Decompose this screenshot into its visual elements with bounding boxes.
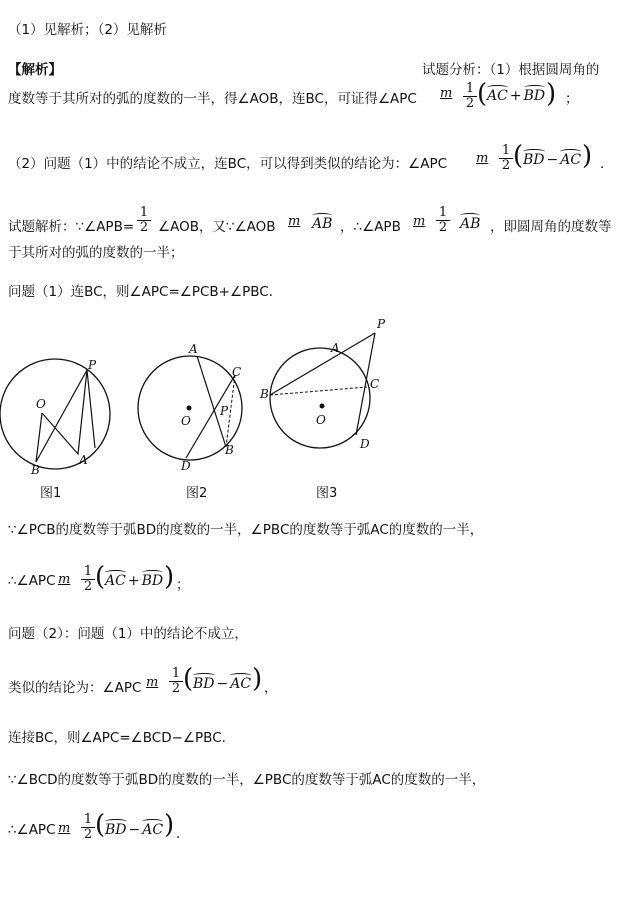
arc-expression: AC + BD	[487, 88, 546, 104]
approx-eq-symbol: m	[288, 214, 301, 229]
fig3-circle	[270, 348, 370, 448]
fraction-half: $\frac{1}{2}$	[463, 82, 477, 111]
solution-line2: 于其所对的弧的度数的一半；	[8, 245, 184, 261]
fig-label-1: 图1	[40, 486, 62, 501]
analysis-line2: 度数等于其所对的弧的度数的一半，得∠AOB，连BC，可证得∠APC	[8, 91, 417, 107]
arc-ac: AC	[142, 822, 164, 838]
left-paren: (	[183, 664, 194, 694]
arc-ab: AB	[312, 216, 333, 232]
fraction-half: $\frac{1}{2}$	[436, 206, 450, 235]
fraction-half: $\frac{1}{2}$	[137, 206, 151, 235]
fig1-circle	[0, 359, 110, 469]
arc-ac: AC	[230, 676, 252, 692]
therefore-line2: ∴∠APC	[8, 822, 56, 838]
fig1-lines	[36, 370, 87, 462]
fig1-point-O: O	[36, 397, 46, 411]
solution-line1c: ，∴∠APB	[340, 219, 401, 235]
fig-label-3: 图3	[316, 486, 338, 501]
arc-ab: AB	[460, 216, 481, 232]
fig2-point-P: P	[220, 404, 229, 418]
fig2-center-dot	[187, 406, 192, 411]
right-paren: )	[164, 810, 175, 840]
fig-label-2: 图2	[186, 486, 208, 501]
q1-title: 问题（1）连BC，则∠APC=∠PCB+∠PBC．	[8, 284, 283, 300]
left-paren: (	[477, 79, 488, 109]
answer-line: （1）见解析；（2）见解析	[8, 22, 167, 38]
fig1-point-A: A	[79, 453, 88, 467]
fig3-point-B: B	[260, 387, 269, 401]
fig3-point-O: O	[316, 413, 326, 427]
q2-line2: 类似的结论为：∠APC	[8, 680, 142, 696]
arc-expression: BD − AC	[193, 676, 252, 692]
fraction-half: $\frac{1}{2}$	[169, 667, 183, 696]
analysis-tag: 【解析】	[8, 62, 62, 78]
right-paren: )	[164, 562, 175, 592]
approx-eq-symbol: m	[146, 675, 159, 690]
therefore-line1: ∴∠APC	[8, 573, 56, 589]
arc-ac: AC	[487, 88, 508, 104]
approx-eq-symbol: m	[58, 572, 71, 587]
left-paren: (	[95, 562, 106, 592]
fig3-point-C: C	[370, 377, 380, 391]
approx-eq-symbol: m	[476, 151, 489, 166]
fig3-center-dot	[320, 404, 325, 409]
solution-line1d: ，即圆周角的度数等	[490, 219, 612, 235]
right-paren: )	[546, 79, 557, 109]
arc-expression: BD − AC	[105, 822, 164, 838]
q2-line1: 问题（2）：问题（1）中的结论不成立，	[8, 626, 248, 642]
fraction-half: $\frac{1}{2}$	[81, 813, 95, 842]
fig2-point-O: O	[181, 414, 191, 428]
left-paren: (	[95, 810, 106, 840]
solution-line1b: ∠AOB，又∵∠AOB	[158, 219, 276, 235]
fraction-half: $\frac{1}{2}$	[499, 144, 513, 173]
fig2-point-C: C	[232, 365, 242, 379]
because-line1: ∵∠PCB的度数等于弧BD的度数的一半，∠PBC的度数等于弧AC的度数的一半，	[8, 522, 484, 538]
figures	[0, 310, 400, 480]
arc-ac: AC	[105, 573, 126, 589]
arc-bd: BD	[523, 152, 545, 168]
approx-eq-symbol: m	[413, 214, 426, 229]
arc-bd: BD	[523, 88, 546, 104]
fig2-point-D: D	[181, 459, 191, 473]
arc-expression: AC + BD	[105, 573, 164, 589]
arc-bd: BD	[105, 822, 127, 838]
q2-line2-end: ，	[264, 680, 278, 696]
arc-bd: BD	[141, 573, 164, 589]
arc-ac: AC	[560, 152, 582, 168]
analysis-intro: 试题分析：（1）根据圆周角的	[422, 62, 600, 78]
fraction-half: $\frac{1}{2}$	[81, 565, 95, 594]
fig2-point-B: B	[225, 443, 234, 457]
solution-line1a: 试题解析：∵∠APB=	[8, 219, 135, 235]
right-paren: )	[252, 664, 263, 694]
analysis-line2-end: ；	[565, 91, 579, 107]
analysis-line3: （2）问题（1）中的结论不成立，连BC，可以得到类似的结论为：∠APC	[8, 156, 448, 172]
fig2-point-A: A	[189, 342, 198, 356]
therefore-line1-end: ；	[176, 577, 190, 593]
because-line2: ∵∠BCD的度数等于弧BD的度数的一半，∠PBC的度数等于弧AC的度数的一半，	[8, 772, 486, 788]
left-paren: (	[513, 141, 524, 171]
q2-line3: 连接BC，则∠APC=∠BCD−∠PBC．	[8, 730, 236, 746]
fig1-point-P: P	[88, 358, 97, 372]
right-paren: )	[582, 141, 593, 171]
fig1-point-B: B	[31, 463, 40, 477]
approx-eq-symbol: m	[440, 86, 453, 101]
fig3-point-A: A	[331, 341, 340, 355]
arc-expression: BD − AC	[523, 152, 582, 168]
approx-eq-symbol: m	[58, 821, 71, 836]
analysis-line3-end: ．	[600, 156, 614, 172]
arc-bd: BD	[193, 676, 215, 692]
therefore-line2-end: ．	[176, 826, 190, 842]
fig3-point-D: D	[360, 437, 370, 451]
fig3-point-P: P	[377, 317, 386, 331]
